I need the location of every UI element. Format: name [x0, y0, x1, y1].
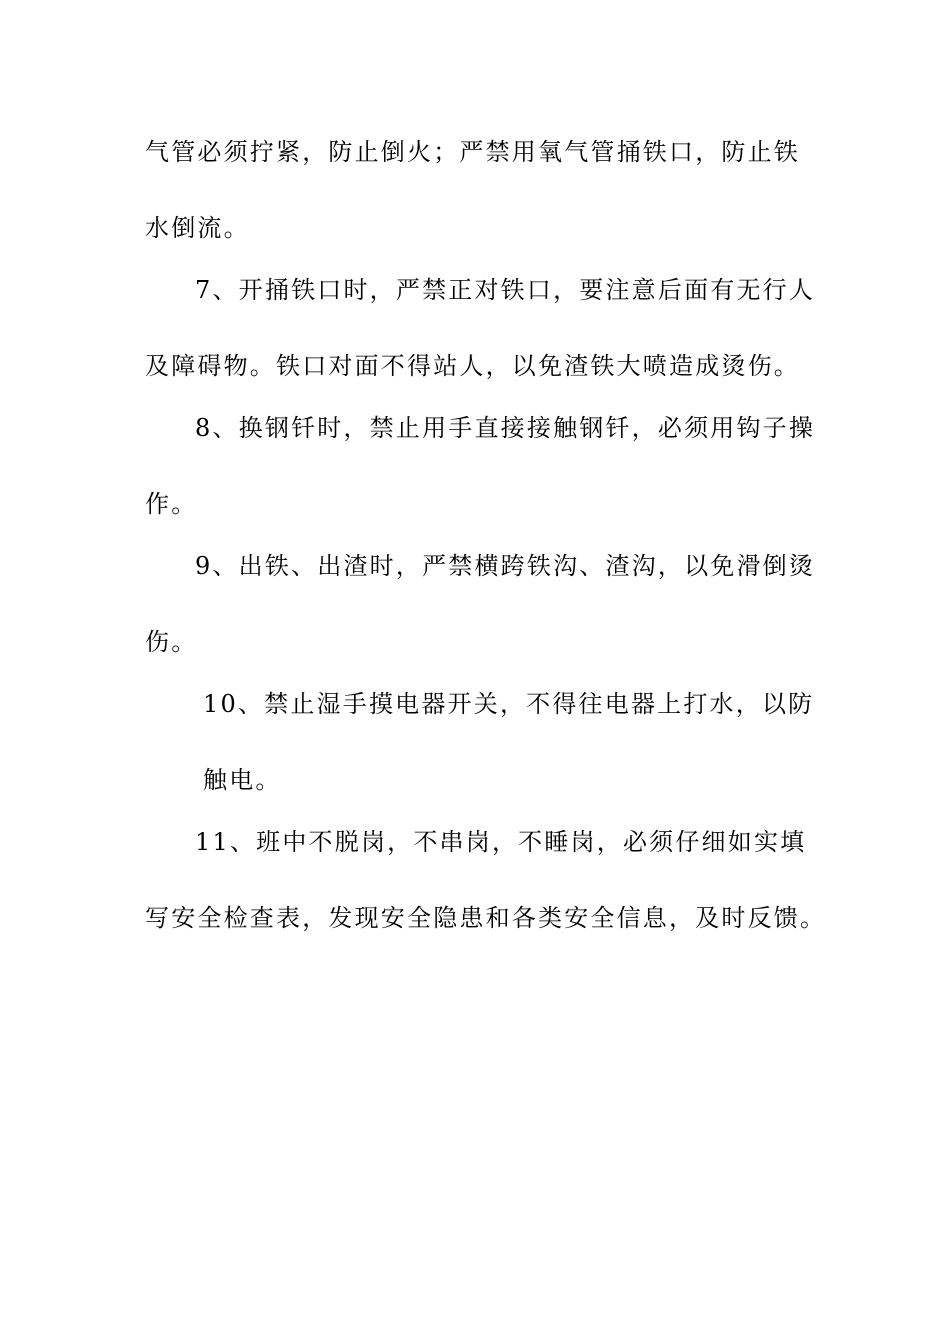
- paragraph-line-3: 7、开捅铁口时，严禁正对铁口，要注意后面有无行人: [195, 276, 816, 304]
- paragraph-line-8: 伤。: [145, 628, 198, 656]
- paragraph-line-9: 10、禁止湿手摸电器开关，不得往电器上打水，以防: [203, 690, 815, 718]
- paragraph-line-12: 写安全检查表，发现安全隐患和各类安全信息，及时反馈。: [145, 904, 827, 932]
- paragraph-line-6: 作。: [145, 490, 198, 518]
- paragraph-line-10: 触电。: [203, 766, 282, 794]
- paragraph-line-7: 9、出铁、出渣时，严禁横跨铁沟、渣沟，以免滑倒烫: [195, 552, 816, 580]
- paragraph-line-2: 水倒流。: [145, 214, 250, 242]
- paragraph-line-11: 11、班中不脱岗，不串岗，不睡岗，必须仔细如实填: [195, 828, 807, 856]
- paragraph-line-4: 及障碍物。铁口对面不得站人，以免渣铁大喷造成烫伤。: [145, 352, 800, 380]
- paragraph-line-5: 8、换钢钎时，禁止用手直接接触钢钎，必须用钩子操: [195, 414, 816, 442]
- paragraph-line-1: 气管必须拧紧，防止倒火；严禁用氧气管捅铁口，防止铁: [145, 138, 800, 166]
